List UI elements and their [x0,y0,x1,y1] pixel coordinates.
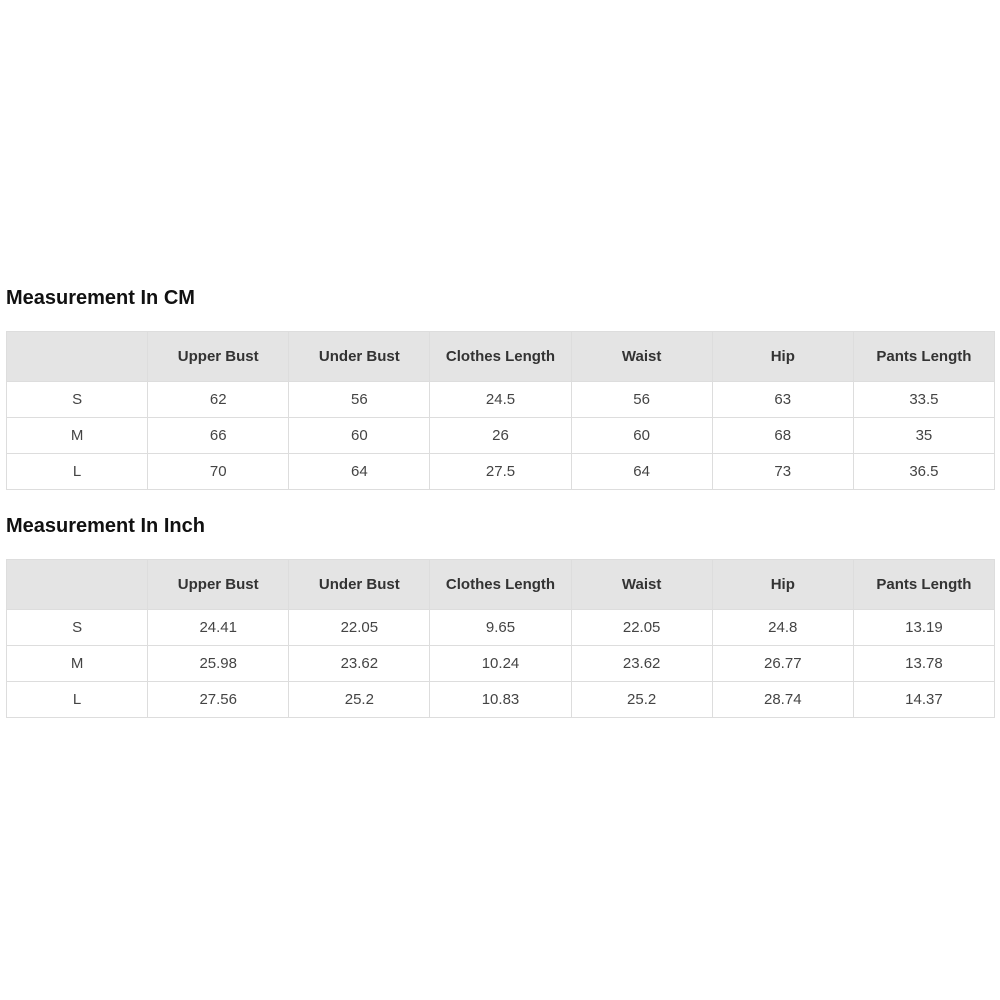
upper-bust-cell: 25.98 [148,646,289,682]
under-bust-cell: 60 [289,418,430,454]
size-label-cell: L [7,682,148,718]
table-row [7,382,995,418]
size-label-cell: L [7,454,148,490]
header-cell-pants-length: Pants Length [853,332,994,382]
header-cell-clothes-length: Clothes Length [430,560,571,610]
header-cell-under-bust: Under Bust [289,332,430,382]
hip-cell: 68 [712,418,853,454]
header-cell-waist: Waist [571,332,712,382]
size-label-cell: S [7,610,148,646]
clothes-length-cell: 26 [430,418,571,454]
cm-section-title: Measurement In CM [6,287,195,309]
under-bust-cell: 22.05 [289,610,430,646]
pants-length-cell: 33.5 [853,382,994,418]
under-bust-cell: 64 [289,454,430,490]
size-label-cell: M [7,418,148,454]
clothes-length-cell: 24.5 [430,382,571,418]
table-row [7,682,995,718]
hip-cell: 24.8 [712,610,853,646]
hip-cell: 26.77 [712,646,853,682]
pants-length-cell: 14.37 [853,682,994,718]
clothes-length-cell: 10.83 [430,682,571,718]
header-cell-under-bust: Under Bust [289,560,430,610]
header-cell-size [7,332,148,382]
under-bust-cell: 56 [289,382,430,418]
upper-bust-cell: 62 [148,382,289,418]
pants-length-cell: 36.5 [853,454,994,490]
header-cell-clothes-length: Clothes Length [430,332,571,382]
clothes-length-cell: 9.65 [430,610,571,646]
upper-bust-cell: 70 [148,454,289,490]
size-table-inch [6,559,995,718]
hip-cell: 63 [712,382,853,418]
table-row [7,418,995,454]
clothes-length-cell: 10.24 [430,646,571,682]
upper-bust-cell: 66 [148,418,289,454]
table-header-row [7,560,995,610]
header-cell-pants-length: Pants Length [853,560,994,610]
under-bust-cell: 25.2 [289,682,430,718]
waist-cell: 25.2 [571,682,712,718]
waist-cell: 56 [571,382,712,418]
size-label-cell: M [7,646,148,682]
header-cell-hip: Hip [712,332,853,382]
under-bust-cell: 23.62 [289,646,430,682]
inch-section-title: Measurement In Inch [6,515,205,537]
hip-cell: 73 [712,454,853,490]
table-row [7,610,995,646]
upper-bust-cell: 24.41 [148,610,289,646]
header-cell-upper-bust: Upper Bust [148,560,289,610]
size-label-cell: S [7,382,148,418]
waist-cell: 64 [571,454,712,490]
waist-cell: 23.62 [571,646,712,682]
table-row [7,646,995,682]
header-cell-waist: Waist [571,560,712,610]
table-row [7,454,995,490]
header-cell-upper-bust: Upper Bust [148,332,289,382]
upper-bust-cell: 27.56 [148,682,289,718]
header-cell-size [7,560,148,610]
header-cell-hip: Hip [712,560,853,610]
waist-cell: 60 [571,418,712,454]
clothes-length-cell: 27.5 [430,454,571,490]
size-table-cm [6,331,995,490]
table-header-row [7,332,995,382]
pants-length-cell: 35 [853,418,994,454]
hip-cell: 28.74 [712,682,853,718]
pants-length-cell: 13.19 [853,610,994,646]
pants-length-cell: 13.78 [853,646,994,682]
waist-cell: 22.05 [571,610,712,646]
